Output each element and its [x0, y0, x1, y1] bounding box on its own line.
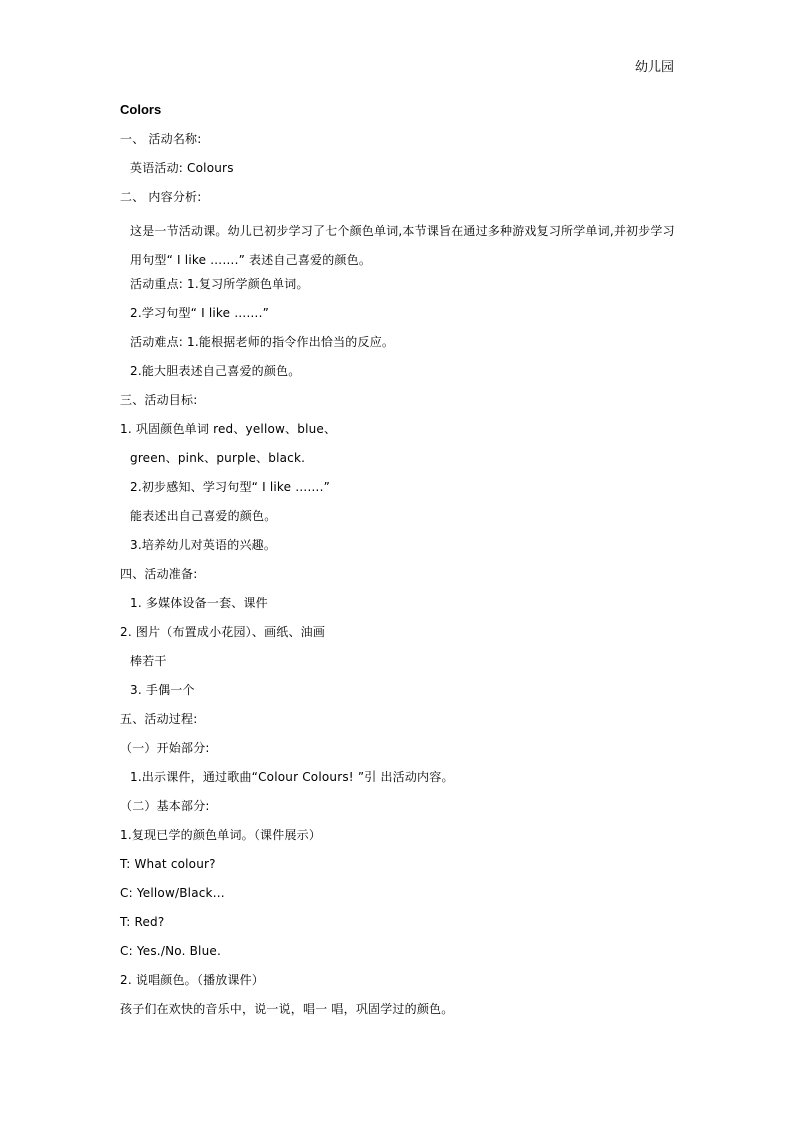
text-line: （二）基本部分: — [120, 799, 210, 813]
text-line: 3. 手偶一个 — [130, 683, 195, 697]
text-line: 3.培养幼儿对英语的兴趣。 — [130, 538, 277, 552]
text-line: 能表述出自己喜爱的颜色。 — [130, 509, 277, 523]
text-line: T: What colour? — [120, 857, 216, 871]
text-line: 2.能大胆表述自己喜爱的颜色。 — [130, 364, 301, 378]
text-line: 1.出示课件，通过歌曲“Colour Colours! ”引 出活动内容。 — [130, 770, 454, 784]
text-line: 1.复现已学的颜色单词。（课件展示） — [120, 828, 322, 842]
text-line: green、pink、purple、black. — [130, 451, 306, 465]
text-line: 英语活动: Colours — [130, 161, 234, 175]
text-line: 四、活动准备: — [120, 567, 198, 581]
text-line: C: Yellow/Black... — [120, 886, 225, 900]
text-line: T: Red? — [120, 915, 165, 929]
text-line: 孩子们在欢快的音乐中，说一说，唱一 唱，巩固学过的颜色。 — [120, 1002, 454, 1016]
text-line: C: Yes./No. Blue. — [120, 944, 221, 958]
text-line: 2.初步感知、学习句型“ I like …….” — [130, 480, 331, 494]
text-line: 一、 活动名称: — [120, 132, 202, 146]
text-line: 2. 说唱颜色。（播放课件） — [120, 973, 265, 987]
page-header: 幼儿园 — [634, 60, 674, 75]
document-title: Colors — [120, 102, 162, 117]
text-line: 活动难点: 1.能根据老师的指令作出恰当的反应。 — [130, 335, 395, 349]
text-line: 1. 巩固颜色单词 red、yellow、blue、 — [120, 422, 337, 436]
text-line: 棒若干 — [130, 654, 167, 668]
text-line: 2. 图片（布置成小花园）、画纸、油画 — [120, 625, 326, 639]
document-lines — [120, 130, 680, 1029]
document-body — [120, 101, 680, 1029]
text-line: （一）开始部分: — [120, 741, 210, 755]
text-line: 活动重点: 1.复习所学颜色单词。 — [130, 277, 309, 291]
text-line: 2.学习句型“ I like …….” — [130, 306, 270, 320]
text-line: 五、活动过程: — [120, 712, 198, 726]
text-line: 三、活动目标: — [120, 393, 198, 407]
text-line: 这是一节活动课。幼儿已初步学习了七个颜色单词,本节课旨在通过多种游戏复习所学单词,并初步学习用句型“ I like …….” 表述自己喜爱的颜色。 — [130, 224, 675, 267]
text-line: 二、 内容分析: — [120, 190, 202, 204]
text-line: 1. 多媒体设备一套、课件 — [130, 596, 268, 610]
